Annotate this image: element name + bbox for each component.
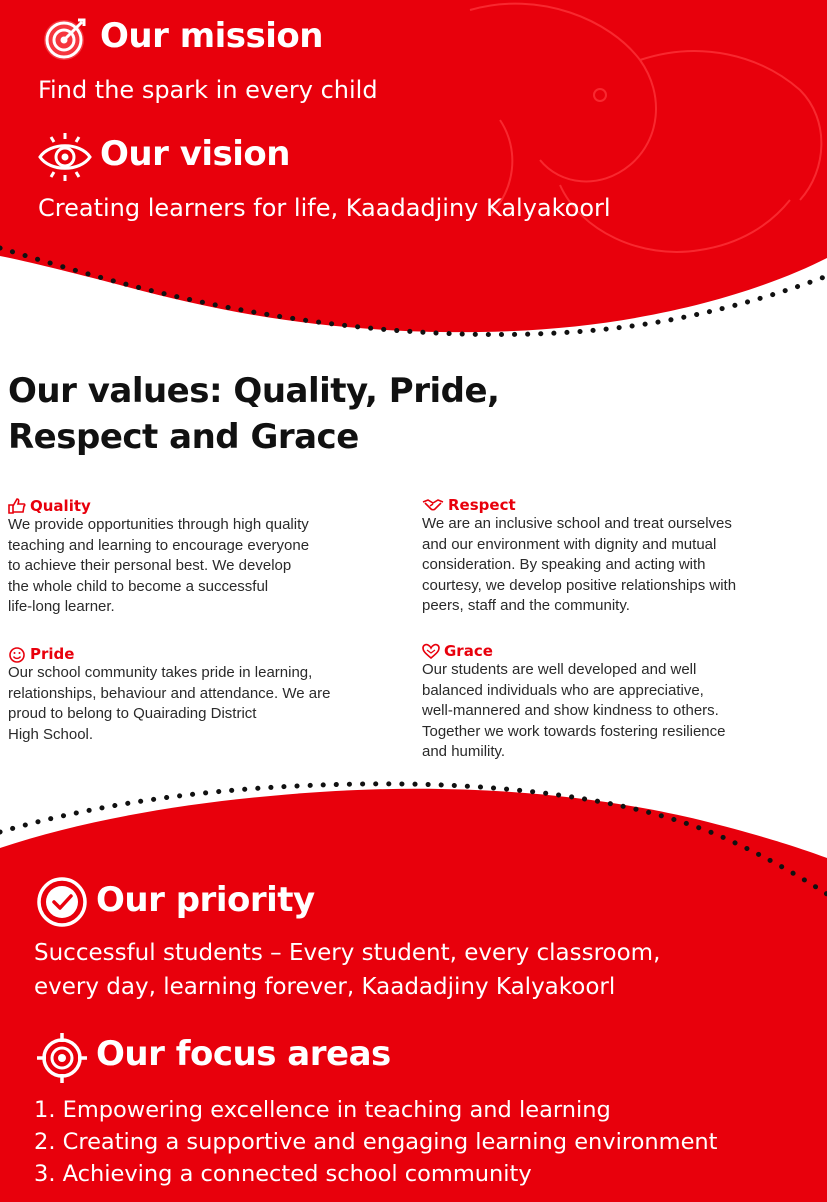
priority-line1: Successful students – Every student, every classroom,	[34, 940, 661, 966]
value-respect-text: We are an inclusive school and treat ourselves and our environment with dignity and mutual consideration. By speaking and acting with courtesy, we develop positive relationships with peers, staff and the community.	[422, 515, 737, 614]
value-quality-text: We provide opportunities through high quality teaching and learning to encourage everyone to achieve their personal best. We develop the whole child to become a successful life-long learner.	[8, 516, 310, 615]
handshake-icon	[422, 497, 444, 513]
focus-item: 1. Empowering excellence in teaching and learning	[34, 1097, 611, 1123]
thumbs-up-icon	[8, 498, 26, 514]
smile-icon	[8, 646, 26, 663]
value-grace-name: Grace	[444, 642, 493, 660]
value-respect-name: Respect	[448, 496, 516, 514]
mission-title: Our mission	[100, 16, 323, 56]
mission-text: Find the spark in every child	[38, 76, 378, 104]
value-quality-name: Quality	[30, 497, 91, 515]
heart-icon	[422, 643, 440, 660]
value-grace	[422, 642, 822, 763]
value-respect	[422, 496, 822, 617]
focus-item: 2. Creating a supportive and engaging learning environment	[34, 1129, 718, 1155]
check-circle-icon	[34, 874, 90, 930]
value-pride-text: Our school community takes pride in learning, relationships, behaviour and attendance. We are proud to belong to Quairading District High School.	[8, 664, 331, 743]
priority-line2: every day, learning forever, Kaadadjiny Kalyakoorl	[34, 974, 616, 1000]
value-grace-text: Our students are well developed and well balanced individuals who are appreciative, well-mannered and show kindness to others. Together we work towards fostering resilience and humility.	[422, 661, 726, 760]
value-pride	[8, 645, 408, 745]
crosshair-icon	[34, 1030, 90, 1086]
vision-title: Our vision	[100, 134, 290, 174]
vision-text: Creating learners for life, Kaadadjiny Kalyakoorl	[38, 194, 611, 222]
value-quality	[8, 497, 408, 618]
focus-item: 3. Achieving a connected school community	[34, 1161, 532, 1187]
focus-title: Our focus areas	[96, 1034, 391, 1074]
values-title-line2: Respect and Grace	[8, 417, 359, 457]
target-icon	[38, 14, 92, 66]
values-title-line1: Our values: Quality, Pride,	[8, 371, 500, 411]
focus-list	[34, 1094, 718, 1190]
eye-icon	[36, 130, 94, 184]
value-pride-name: Pride	[30, 645, 75, 663]
priority-text	[34, 936, 660, 1004]
values-title	[8, 368, 499, 460]
priority-title: Our priority	[96, 880, 315, 920]
